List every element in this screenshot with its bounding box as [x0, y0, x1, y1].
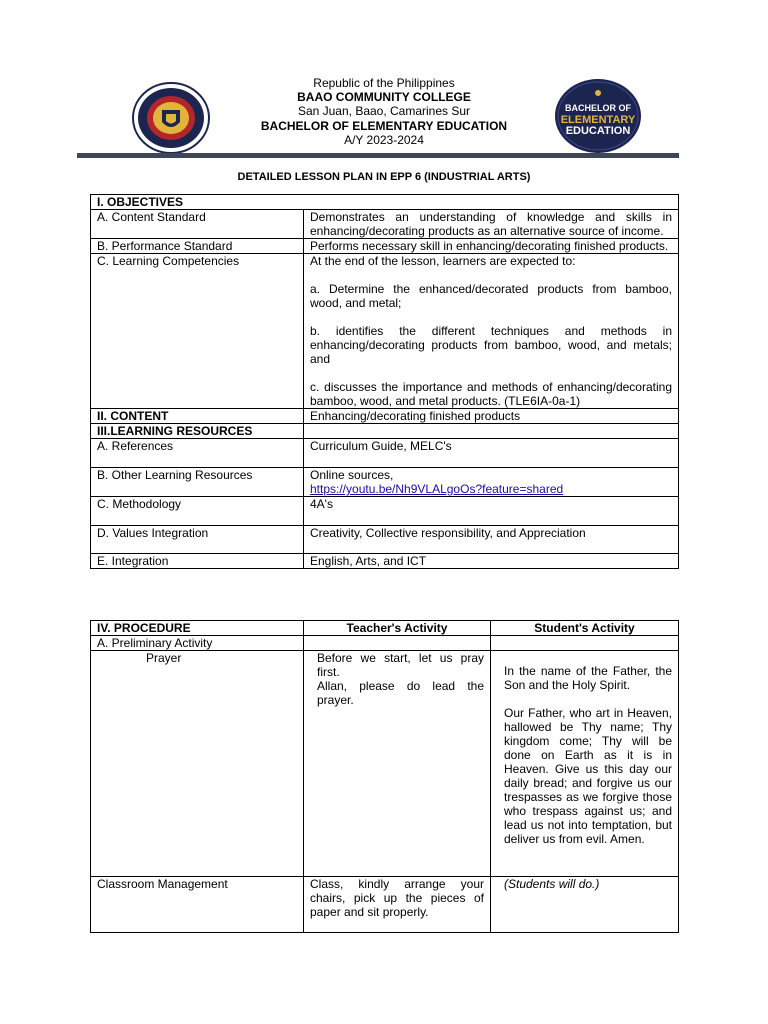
other-resources-value	[304, 468, 679, 497]
preliminary-student-empty	[491, 636, 679, 651]
competency-c: c. discusses the importance and methods of enhancing/decorating bamboo, wood, and metal products. (TLE6IA-0a-1)	[310, 380, 672, 408]
integration-label: E. Integration	[91, 554, 304, 569]
table-row	[91, 651, 679, 877]
content-heading: II. CONTENT	[91, 409, 304, 424]
content-value: Enhancing/decorating finished products	[304, 409, 679, 424]
table-row	[91, 636, 679, 651]
competency-b: b. identifies the different techniques and methods in enhancing/decorating products from bamboo, wood, and metals; and	[310, 324, 672, 366]
header-address: San Juan, Baao, Camarines Sur	[297, 104, 471, 119]
header-college: BAAO COMMUNITY COLLEGE	[297, 90, 471, 105]
table-row	[91, 497, 679, 526]
procedure-heading: IV. PROCEDURE	[91, 621, 304, 636]
procedure-table	[90, 620, 679, 933]
resources-empty-cell	[304, 424, 679, 439]
resources-heading: III.LEARNING RESOURCES	[91, 424, 304, 439]
preliminary-teacher-empty	[304, 636, 491, 651]
competencies-intro: At the end of the lesson, learners are expected to:	[310, 254, 576, 268]
header-divider	[77, 153, 679, 158]
table-row	[91, 877, 679, 933]
plan-title: DETAILED LESSON PLAN IN EPP 6 (INDUSTRIAL ARTS)	[237, 171, 531, 183]
prayer-student-line-2: Our Father, who art in Heaven, hallowed be Thy name; Thy kingdom come; Thy will be done on Earth as it is in Heaven. Give us this day our daily bread; and forgive us our trespasses as we forgive those who trespass against us; and lead us not into temptation, but deliver us from evil. Amen.	[504, 706, 672, 846]
integration-value: English, Arts, and ICT	[304, 554, 679, 569]
performance-standard-label: B. Performance Standard	[91, 239, 304, 254]
methodology-label: C. Methodology	[91, 497, 304, 526]
content-standard-value: Demonstrates an understanding of knowledge and skills in enhancing/decorating products as an alternative source of income.	[304, 210, 679, 239]
table-row	[91, 254, 679, 409]
badge-text-1: BACHELOR OF	[565, 103, 631, 113]
header-republic: Republic of the Philippines	[313, 76, 455, 90]
objectives-heading: I. OBJECTIVES	[91, 195, 679, 210]
classroom-management-student: (Students will do.)	[491, 877, 679, 933]
table-row	[91, 239, 679, 254]
table-row	[91, 195, 679, 210]
prayer-teacher-line-2: Allan, please do lead the prayer.	[317, 679, 484, 707]
performance-standard-value: Performs necessary skill in enhancing/decorating finished products.	[304, 239, 679, 254]
classroom-management-label: Classroom Management	[91, 877, 304, 933]
methodology-value: 4A's	[304, 497, 679, 526]
competencies-value	[304, 254, 679, 409]
values-integration-value: Creativity, Collective responsibility, and Appreciation	[304, 526, 679, 554]
classroom-management-teacher: Class, kindly arrange your chairs, pick up the pieces of paper and sit properly.	[304, 877, 491, 933]
teacher-column-header: Teacher's Activity	[304, 621, 491, 636]
badge-text-2: ELEMENTARY	[560, 114, 636, 126]
header-program: BACHELOR OF ELEMENTARY EDUCATION	[260, 118, 508, 133]
references-value: Curriculum Guide, MELC's	[304, 439, 679, 468]
student-column-header: Student's Activity	[491, 621, 679, 636]
table-row	[91, 554, 679, 569]
competencies-label: C. Learning Competencies	[91, 254, 304, 409]
competency-a: a. Determine the enhanced/decorated products from bamboo, wood, and metal;	[310, 282, 672, 310]
document-header	[0, 76, 768, 147]
other-resources-label: B. Other Learning Resources	[91, 468, 304, 497]
prayer-teacher-activity	[304, 651, 491, 877]
prayer-teacher-line-1: Before we start, let us pray first.	[317, 651, 484, 679]
references-label: A. References	[91, 439, 304, 468]
prayer-student-line-1: In the name of the Father, the Son and the Holy Spirit.	[504, 664, 672, 692]
table-row	[91, 439, 679, 468]
header-academic-year: A/Y 2023-2024	[344, 132, 424, 147]
table-row	[91, 210, 679, 239]
table-row	[91, 409, 679, 424]
badge-text-3: EDUCATION	[565, 125, 631, 137]
prayer-student-activity	[491, 651, 679, 877]
content-standard-label: A. Content Standard	[91, 210, 304, 239]
objectives-table	[90, 194, 679, 569]
prayer-label: Prayer	[91, 651, 304, 877]
table-row	[91, 621, 679, 636]
values-integration-label: D. Values Integration	[91, 526, 304, 554]
table-row	[91, 424, 679, 439]
table-row	[91, 526, 679, 554]
table-row	[91, 468, 679, 497]
other-resources-text: Online sources,	[310, 468, 394, 482]
preliminary-activity-label: A. Preliminary Activity	[91, 636, 304, 651]
youtube-link[interactable]: https://youtu.be/Nh9VLALgoOs?feature=shared	[310, 482, 564, 496]
